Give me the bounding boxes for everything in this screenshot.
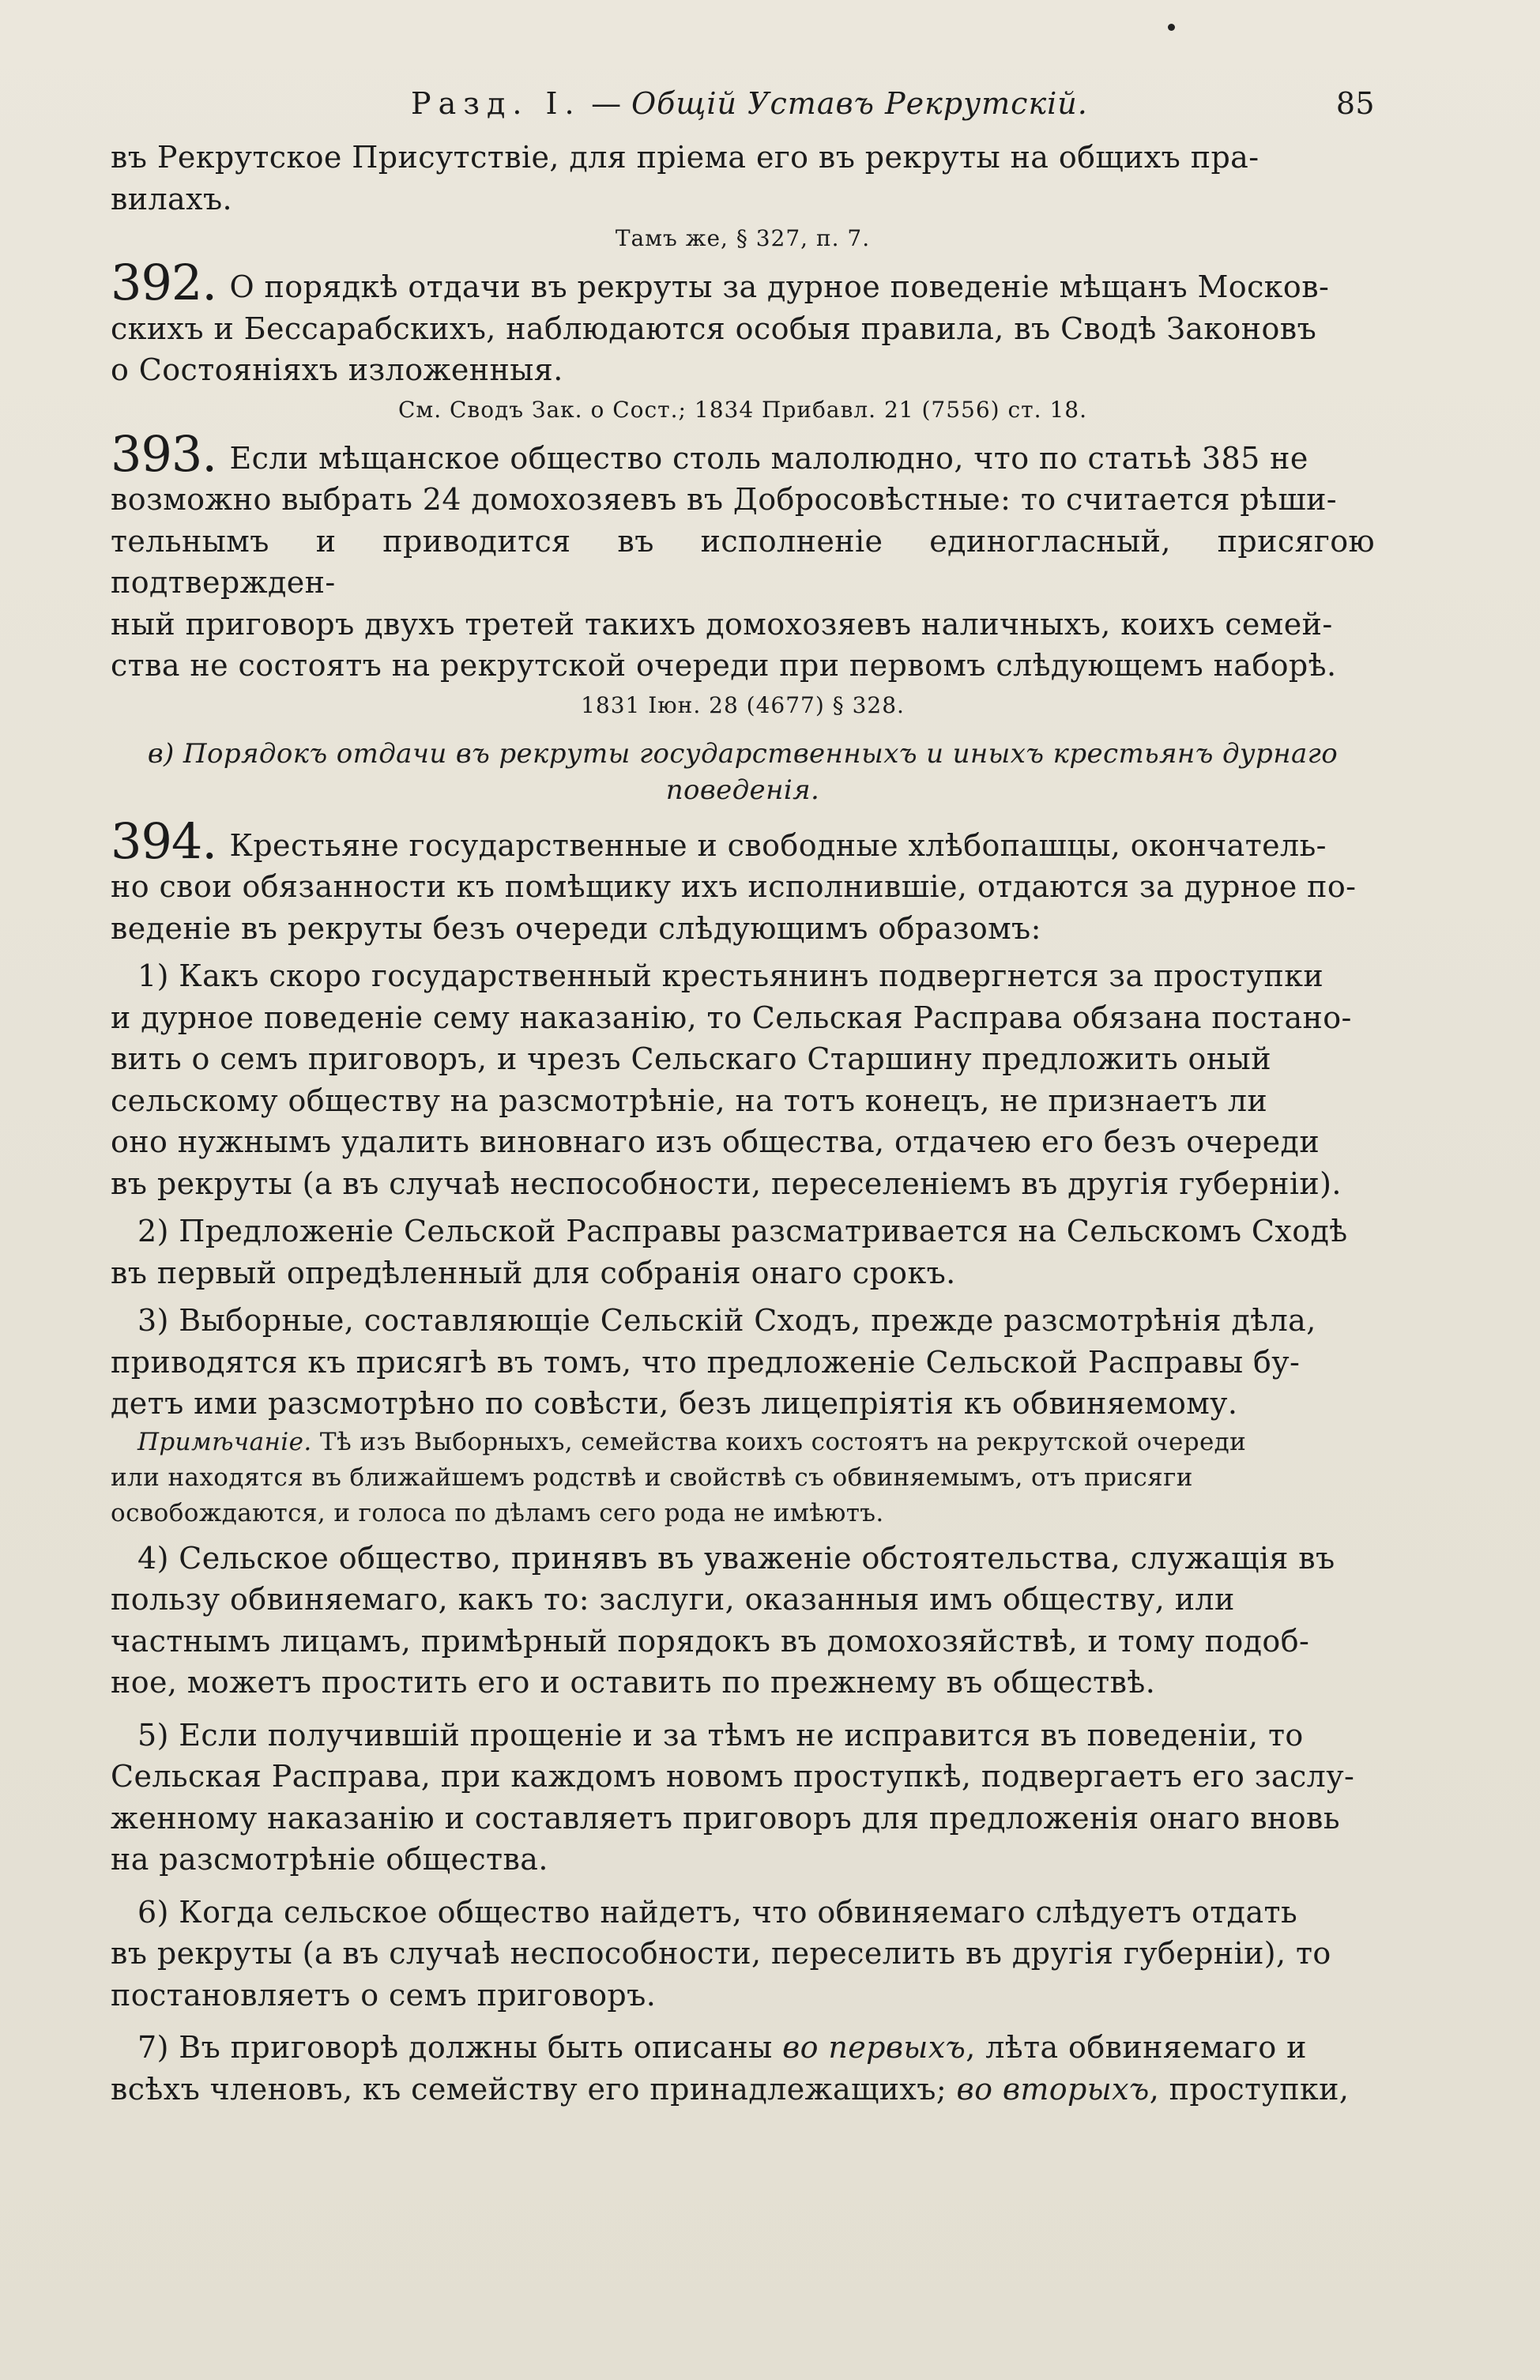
text-line: о Состояніяхъ изложенныя. — [111, 352, 563, 387]
item-7 — [111, 2027, 1375, 2110]
running-header — [111, 75, 1375, 137]
text-line: 7) Въ приговорѣ должны быть описаны — [137, 2030, 783, 2065]
text-line: но свои обязанности къ помѣщику ихъ исполнившіе, отдаются за дурное по- — [111, 869, 1357, 904]
text-line: на разсмотрѣніе общества. — [111, 1842, 548, 1877]
note — [111, 1425, 1375, 1531]
article-number: 393. — [111, 424, 217, 483]
item-4 — [111, 1538, 1375, 1704]
item-5 — [111, 1715, 1375, 1881]
item-1 — [111, 955, 1375, 1204]
text-line: тельнымъ и приводится въ исполненіе единогласный, присягою подтвержден- — [111, 523, 1375, 600]
article-391-ending — [111, 137, 1375, 220]
text-line: въ первый опредѣленный для собранія онаго срокъ. — [111, 1255, 956, 1290]
header-title — [411, 83, 1088, 125]
text-line: приводятся къ присягѣ въ томъ, что предложеніе Сельской Расправы бу- — [111, 1344, 1301, 1380]
text-line: в) Порядокъ отдачи въ рекруты государственныхъ и иныхъ крестьянъ дурнаго — [147, 737, 1339, 770]
ink-speck — [1168, 24, 1175, 31]
text-line: или находятся въ ближайшемъ родствѣ и свойствѣ съ обвиняемымъ, отъ присяги — [111, 1463, 1193, 1492]
page-body — [111, 75, 1375, 2110]
header-section: Разд. I. — [411, 86, 582, 121]
header-title-italic: Общій Уставъ Рекрутскій. — [631, 86, 1088, 121]
text-line: Крестьяне государственные и свободные хлѣбопашцы, окончатель- — [220, 827, 1327, 863]
text-line: 6) Когда сельское общество найдетъ, что обвиняемаго слѣдуетъ отдать — [137, 1894, 1298, 1930]
text-line: ный приговоръ двухъ третей такихъ домохозяевъ наличныхъ, коихъ семей- — [111, 606, 1333, 642]
text-line: , проступки, — [1149, 2071, 1350, 2107]
text-line: детъ ими разсмотрѣно по совѣсти, безъ лицепріятія къ обвиняемому. — [111, 1386, 1238, 1421]
text-line: ства не состоятъ на рекрутской очереди при первомъ слѣдующемъ наборѣ. — [111, 648, 1337, 683]
article-393 — [111, 424, 1375, 687]
text-line: возможно выбрать 24 домохозяевъ въ Добросовѣстные: то считается рѣши- — [111, 482, 1338, 517]
text-line: женному наказанію и составляетъ приговоръ для предложенія онаго вновь — [111, 1800, 1340, 1836]
text-line: 3) Выборные, составляющіе Сельскій Сходъ, прежде разсмотрѣнія дѣла, — [137, 1303, 1316, 1338]
text-line: Тѣ изъ Выборныхъ, семейства коихъ состоятъ на рекрутской очереди — [311, 1427, 1247, 1456]
article-number: 394. — [111, 812, 217, 870]
item-2 — [111, 1211, 1375, 1294]
emphasis: во первыхъ — [782, 2030, 966, 2065]
text-line: ное, можетъ простить его и оставить по прежнему въ обществѣ. — [111, 1665, 1156, 1700]
citation-391: Тамъ же, § 327, п. 7. — [615, 225, 871, 251]
text-line: 1) Какъ скоро государственный крестьянинъ подвергнется за проступки — [137, 958, 1324, 993]
text-line: освобождаются, и голоса по дѣламъ сего рода не имѣютъ. — [111, 1498, 884, 1527]
article-number: 392. — [111, 254, 217, 311]
note-label: Примѣчаніе. — [137, 1427, 312, 1456]
item-6 — [111, 1892, 1375, 2017]
text-line: всѣхъ членовъ, къ семейству его принадлежащихъ; — [111, 2071, 957, 2107]
emphasis: во вторыхъ — [956, 2071, 1150, 2107]
text-line: оно нужнымъ удалить виновнаго изъ общества, отдачею его безъ очереди — [111, 1124, 1320, 1159]
text-line: вилахъ. — [111, 181, 233, 217]
citation-393: 1831 Іюн. 28 (4677) § 328. — [581, 691, 905, 718]
text-line: и дурное поведеніе сему наказанію, то Сельская Расправа обязана постано- — [111, 1000, 1352, 1035]
article-392 — [111, 254, 1375, 391]
text-line: , лѣта обвиняемаго и — [966, 2030, 1307, 2065]
text-line: поведенія. — [665, 774, 820, 806]
text-line: веденіе въ рекруты безъ очереди слѣдующимъ образомъ: — [111, 910, 1041, 946]
text-line: постановляетъ о семъ приговоръ. — [111, 1977, 657, 2013]
text-line: въ рекруты (а въ случаѣ неспособности, переселеніемъ въ другія губерніи). — [111, 1166, 1342, 1201]
text-line: Сельская Расправа, при каждомъ новомъ проступкѣ, подвергаетъ его заслу- — [111, 1759, 1355, 1794]
header-dash: — — [581, 86, 631, 121]
page-number: 85 — [1335, 86, 1375, 121]
text-line: вить о семъ приговоръ, и чрезъ Сельскаго Старшину предложить оный — [111, 1041, 1271, 1076]
article-394 — [111, 812, 1375, 950]
section-heading-v — [111, 736, 1375, 808]
text-line: Если мѣщанское общество столь малолюдно, что по статьѣ 385 не — [220, 440, 1308, 476]
text-line: 5) Если получившій прощеніе и за тѣмъ не исправится въ поведеніи, то — [137, 1717, 1304, 1753]
citation-392: См. Сводъ Зак. о Сост.; 1834 Прибавл. 21 (7556) ст. 18. — [398, 396, 1087, 423]
text-line: въ Рекрутское Присутствіе, для пріема его въ рекруты на общихъ пра- — [111, 140, 1259, 175]
text-line: пользу обвиняемаго, какъ то: заслуги, оказанныя имъ обществу, или — [111, 1582, 1235, 1617]
text-line: 4) Сельское общество, принявъ въ уваженіе обстоятельства, служащія въ — [137, 1540, 1335, 1576]
text-line: 2) Предложеніе Сельской Расправы разсматривается на Сельскомъ Сходѣ — [137, 1214, 1348, 1248]
text-line: скихъ и Бессарабскихъ, наблюдаются особыя правила, въ Сводѣ Законовъ — [111, 311, 1317, 346]
item-3 — [111, 1300, 1375, 1425]
text-line: сельскому обществу на разсмотрѣніе, на тотъ конецъ, не признаетъ ли — [111, 1083, 1268, 1118]
text-line: въ рекруты (а въ случаѣ неспособности, переселить въ другія губерніи), то — [111, 1936, 1331, 1971]
text-line: О порядкѣ отдачи въ рекруты за дурное поведеніе мѣщанъ Москов- — [220, 269, 1330, 304]
text-line: частнымъ лицамъ, примѣрный порядокъ въ домохозяйствѣ, и тому подоб- — [111, 1623, 1310, 1659]
